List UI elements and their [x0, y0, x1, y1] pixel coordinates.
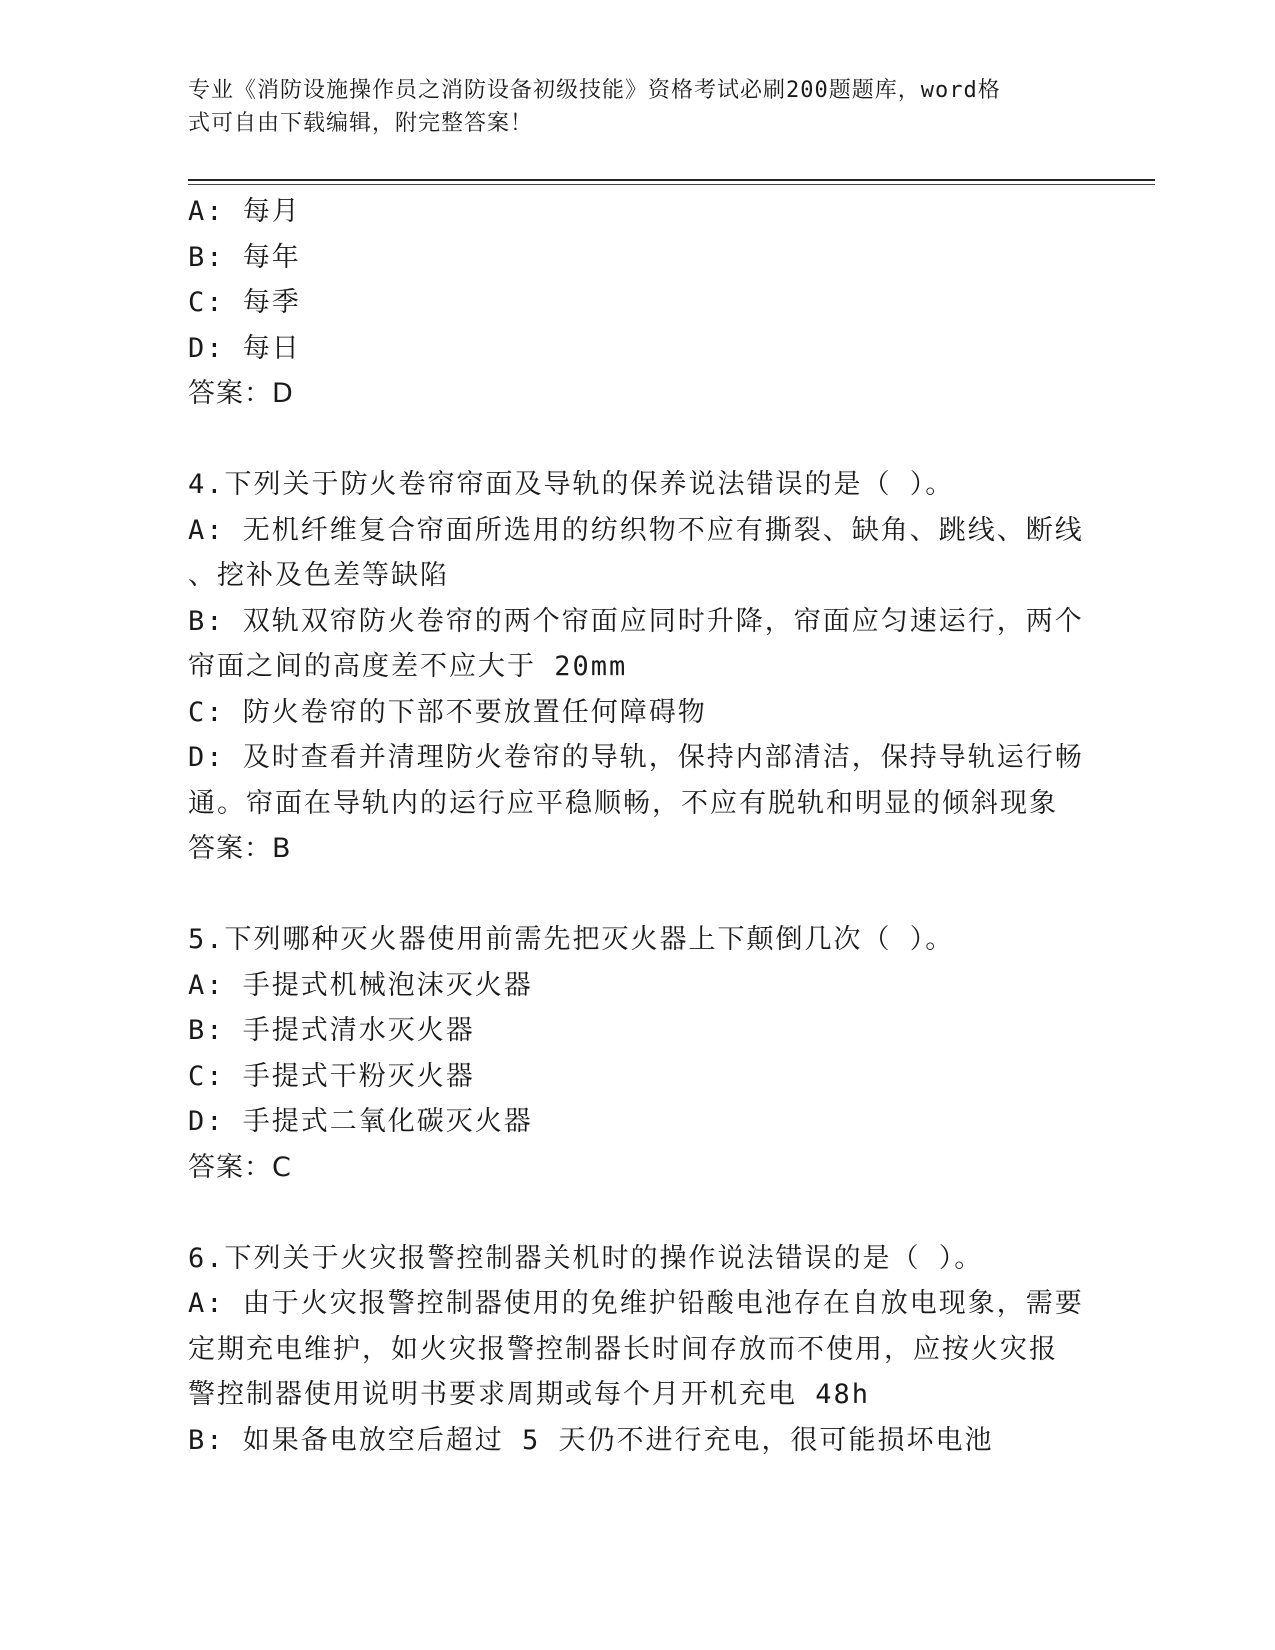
q5-option-a: A: 手提式机械泡沫灭火器	[188, 969, 533, 1001]
spacer	[188, 417, 1088, 463]
q3-option-c: C: 每季	[188, 287, 301, 318]
q5-option-d: D: 手提式二氧化碳灭火器	[188, 1106, 533, 1137]
q5-option-b: B: 手提式清水灭火器	[188, 1015, 475, 1046]
spacer	[188, 1190, 1088, 1236]
q4-option-c: C: 防火卷帘的下部不要放置任何障碍物	[188, 696, 707, 728]
q3-option-b: B: 每年	[188, 241, 301, 273]
q6-option-b-line-1: B: 如果备电放空后超过 5 天仍不进行充电，很可能损坏电池	[188, 1424, 994, 1456]
spacer	[188, 872, 1088, 918]
q6-option-a-line-1: A: 由于火灾报警控制器使用的免维护铅酸电池存在自放电现象，需要	[188, 1288, 1084, 1319]
header-rule-thin	[188, 184, 1155, 185]
q4-option-b-line-2: 帘面之间的高度差不应大于 20mm	[188, 651, 628, 682]
q5-stem: 5.下列哪种灭火器使用前需先把灭火器上下颠倒几次（ ）。	[188, 924, 955, 955]
header-line-2: 式可自由下载编辑，附完整答案！	[188, 111, 534, 136]
q3-option-d: D: 每日	[188, 332, 301, 364]
q4-option-a-line-2: 、挖补及色差等缺陷	[188, 560, 449, 591]
q4-option-b-line-1: B: 双轨双帘防火卷帘的两个帘面应同时升降，帘面应匀速运行，两个	[188, 605, 1084, 637]
q6-option-a-line-3: 警控制器使用说明书要求周期或每个月开机充电 48h	[188, 1379, 871, 1410]
document-header	[188, 74, 1078, 140]
q6-stem: 6.下列关于火灾报警控制器关机时的操作说法错误的是（ ）。	[188, 1242, 984, 1274]
q5-answer: 答案：C	[188, 1151, 292, 1183]
header-line-1: 专业《消防设施操作员之消防设备初级技能》资格考试必刷200题题库，word格	[188, 78, 1001, 103]
q3-option-a: A: 每月	[188, 196, 301, 227]
header-rule-thick	[188, 179, 1155, 181]
q4-option-a-line-1: A: 无机纤维复合帘面所选用的纺织物不应有撕裂、缺角、跳线、断线	[188, 514, 1084, 546]
q5-option-c: C: 手提式干粉灭火器	[188, 1060, 475, 1092]
q3-answer: 答案：D	[188, 378, 294, 409]
q4-option-d-line-1: D: 及时查看并清理防火卷帘的导轨，保持内部清洁，保持导轨运行畅	[188, 742, 1084, 773]
question-content	[188, 189, 1088, 1463]
q4-option-d-line-2: 通。帘面在导轨内的运行应平稳顺畅，不应有脱轨和明显的倾斜现象	[188, 787, 1058, 819]
q4-answer: 答案：B	[188, 833, 292, 864]
q4-stem: 4.下列关于防火卷帘帘面及导轨的保养说法错误的是（ ）。	[188, 469, 955, 500]
q6-option-a-line-2: 定期充电维护，如火灾报警控制器长时间存放而不使用，应按火灾报	[188, 1333, 1058, 1365]
